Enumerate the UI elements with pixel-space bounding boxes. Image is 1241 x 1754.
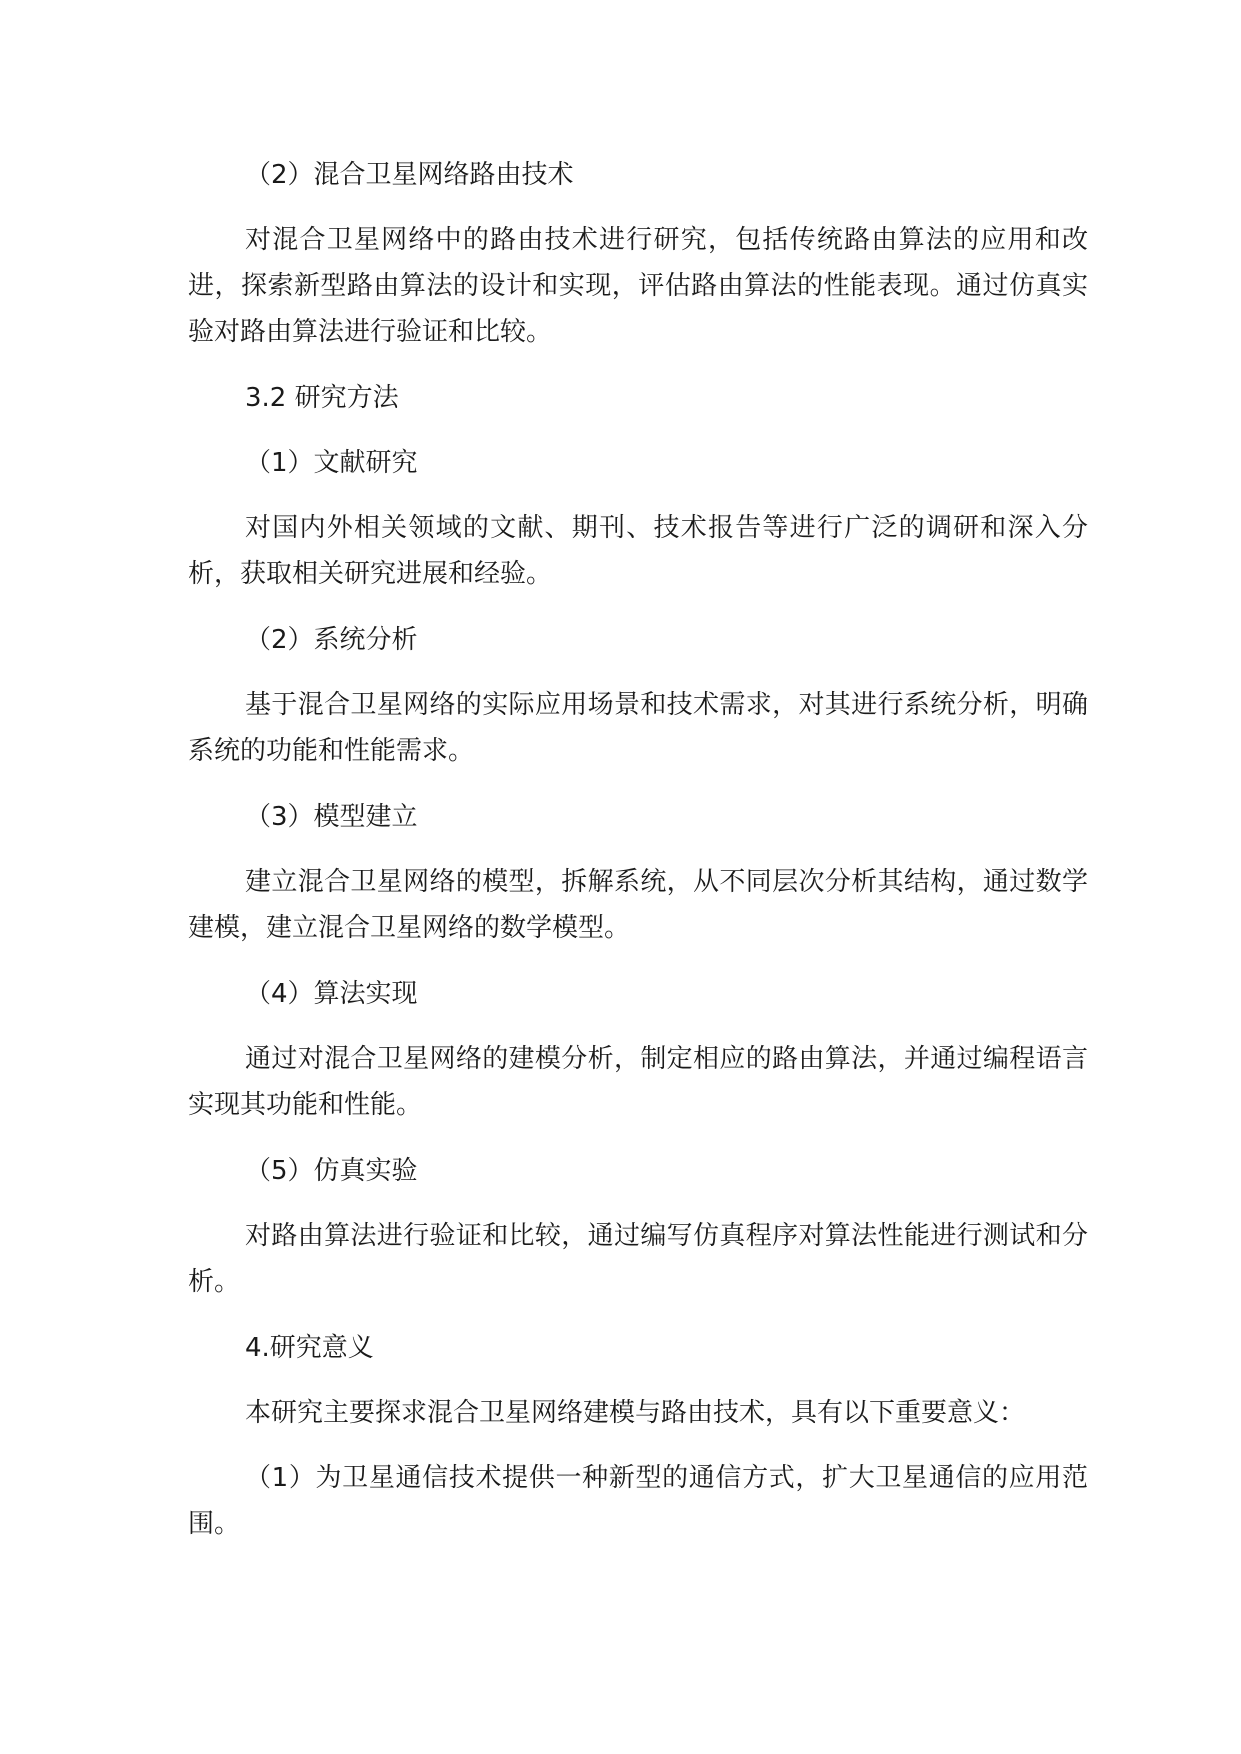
subsection-heading-routing: （2）混合卫星网络路由技术 xyxy=(245,160,574,190)
paragraph-literature: 对国内外相关领域的文献、期刊、技术报告等进行广泛的调研和深入分析，获取相关研究进展和经验。 xyxy=(188,513,1088,589)
paragraph-modeling: 建立混合卫星网络的模型，拆解系统，从不同层次分析其结构，通过数学建模，建立混合卫星网络的数学模型。 xyxy=(188,867,1088,943)
section-heading-significance: 4.研究意义 xyxy=(245,1333,374,1363)
section-heading-methods: 3.2 研究方法 xyxy=(245,383,399,413)
subsection-heading-modeling: （3）模型建立 xyxy=(245,802,418,832)
subsection-heading-algorithm: （4）算法实现 xyxy=(245,979,418,1009)
page-content xyxy=(188,152,1088,1567)
paragraph-routing: 对混合卫星网络中的路由技术进行研究，包括传统路由算法的应用和改进，探索新型路由算法的设计和实现，评估路由算法的性能表现。通过仿真实验对路由算法进行验证和比较。 xyxy=(188,225,1088,347)
paragraph-significance-intro: 本研究主要探求混合卫星网络建模与路由技术，具有以下重要意义： xyxy=(245,1398,1026,1428)
paragraph-algorithm: 通过对混合卫星网络的建模分析，制定相应的路由算法，并通过编程语言实现其功能和性能。 xyxy=(188,1044,1088,1120)
subsection-heading-literature: （1）文献研究 xyxy=(245,448,418,478)
paragraph-significance-1: （1）为卫星通信技术提供一种新型的通信方式，扩大卫星通信的应用范围。 xyxy=(188,1463,1088,1539)
paragraph-simulation: 对路由算法进行验证和比较，通过编写仿真程序对算法性能进行测试和分析。 xyxy=(188,1221,1088,1297)
subsection-heading-simulation: （5）仿真实验 xyxy=(245,1156,418,1186)
paragraph-system-analysis: 基于混合卫星网络的实际应用场景和技术需求，对其进行系统分析，明确系统的功能和性能需求。 xyxy=(188,690,1088,766)
subsection-heading-system-analysis: （2）系统分析 xyxy=(245,625,418,655)
